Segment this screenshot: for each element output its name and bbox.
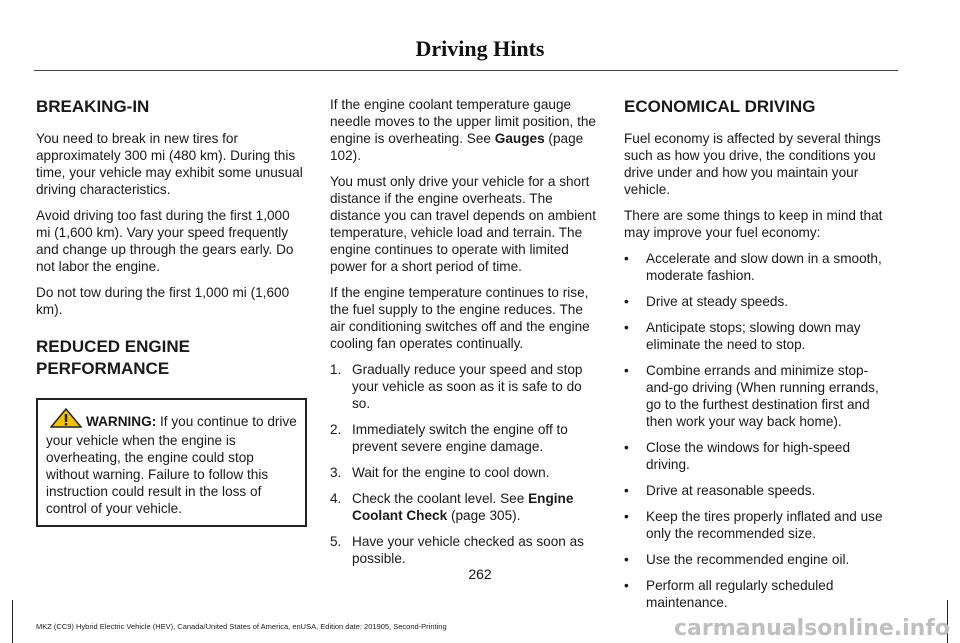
warning-box [36, 398, 307, 527]
list-item [330, 490, 600, 524]
warning-text [46, 408, 297, 517]
page-header-title: Driving Hints [415, 36, 545, 61]
tip-text: Perform all regularly scheduled maintenance. [646, 578, 834, 610]
list-item [330, 464, 600, 481]
economical-paragraph-2: There are some things to keep in mind that may improve your fuel economy: [624, 208, 883, 240]
reduced-paragraph-3: If the engine temperature continues to rise, the fuel supply to the engine reduces. The air conditioning switches off and the engine cooling fan operates continually. [330, 285, 590, 351]
bullet-icon: • [624, 440, 629, 455]
warning-triangle-icon [50, 408, 82, 432]
tip-text: Close the windows for high-speed driving. [646, 440, 851, 472]
step-page-ref: (page 305). [447, 508, 521, 523]
tip-text: Accelerate and slow down in a smooth, moderate fashion. [646, 251, 882, 283]
economical-driving-heading: ECONOMICAL DRIVING [624, 97, 816, 116]
tip-text: Anticipate stops; slowing down may eliminate the need to stop. [646, 320, 861, 352]
reduced-paragraph-1-text: If the engine coolant temperature gauge needle moves to the upper limit position, the engine is overheating. See [330, 97, 596, 146]
list-item [330, 533, 600, 567]
list-item [330, 421, 600, 455]
reduced-performance-heading: REDUCED ENGINE PERFORMANCE [36, 337, 190, 378]
bullet-icon: • [624, 578, 629, 593]
breaking-in-heading: BREAKING-IN [36, 97, 150, 116]
step-text: Gradually reduce your speed and stop your vehicle as soon as it is safe to do so. [352, 362, 583, 411]
step-text: Immediately switch the engine off to prevent severe engine damage. [352, 422, 568, 454]
page-number: 262 [468, 566, 492, 582]
overheat-steps-list [330, 361, 600, 567]
column-left [36, 96, 306, 527]
step-text: Have your vehicle checked as soon as possible. [352, 534, 584, 566]
engine-coolant-check-link[interactable]: Engine Coolant Check [352, 491, 574, 523]
bullet-icon: • [624, 294, 629, 309]
list-item [624, 319, 894, 353]
tip-text: Use the recommended engine oil. [646, 552, 850, 567]
step-number: 1. [330, 362, 342, 377]
tip-text: Keep the tires properly inflated and use only the recommended size. [646, 509, 883, 541]
bullet-icon: • [624, 363, 629, 378]
step-number: 2. [330, 422, 342, 437]
step-text: Check the coolant level. See [352, 491, 529, 506]
column-middle [330, 96, 600, 576]
step-text: Wait for the engine to cool down. [352, 465, 550, 480]
breaking-in-paragraph-3: Do not tow during the first 1,000 mi (1,600 km). [36, 285, 290, 317]
watermark: carmanualsonline.info [674, 616, 950, 641]
step-number: 3. [330, 465, 342, 480]
tip-text: Drive at steady speeds. [646, 294, 789, 309]
step-number: 5. [330, 534, 342, 549]
warning-label: WARNING: [86, 414, 157, 429]
bullet-icon: • [624, 251, 629, 266]
column-right [624, 96, 894, 620]
bullet-icon: • [624, 509, 629, 524]
gauges-link[interactable]: Gauges [494, 131, 545, 146]
list-item [624, 439, 894, 473]
tip-text: Drive at reasonable speeds. [646, 483, 816, 498]
breaking-in-paragraph-2: Avoid driving too fast during the first 1,000 mi (1,600 km). Vary your speed frequently and change up through the gears early. Do not labor the engine. [36, 208, 294, 274]
list-item [624, 293, 894, 310]
header-rule [34, 70, 898, 71]
reduced-paragraph-2: You must only drive your vehicle for a short distance if the engine overheats. The distance you can travel depends on ambient temperature, vehicle load and terrain. The engine continues to operate with limited power for a short period of time. [330, 174, 597, 274]
footer-edition-text: MKZ (CC9) Hybrid Electric Vehicle (HEV), Canada/United States of America, enUSA, Edition date: 201905, Second-Printing [36, 622, 447, 631]
bullet-icon: • [624, 552, 629, 567]
step-number: 4. [330, 491, 342, 506]
list-item [624, 362, 894, 430]
warning-body: If you continue to drive your vehicle when the engine is overheating, the engine could stop without warning. Failure to follow this instruction could result in the loss of control of your vehicle. [46, 414, 297, 516]
list-item [624, 250, 894, 284]
breaking-in-paragraph-1: You need to break in new tires for approximately 300 mi (480 km). During this time, your vehicle may exhibit some unusual driving characteristics. [36, 131, 303, 197]
list-item [624, 577, 894, 611]
crop-mark-left [12, 600, 13, 643]
reduced-paragraph-1-page: (page 102). [330, 131, 584, 163]
economy-tips-list [624, 250, 894, 611]
bullet-icon: • [624, 320, 629, 335]
reduced-paragraph-1 [330, 96, 600, 164]
list-item [624, 482, 894, 499]
list-item [624, 508, 894, 542]
list-item [330, 361, 600, 412]
tip-text: Combine errands and minimize stop-and-go driving (When running errands, go to the furthest destination first and then work your way back home). [646, 363, 879, 429]
economical-paragraph-1: Fuel economy is affected by several things such as how you drive, the conditions you drive under and how you maintain your vehicle. [624, 131, 881, 197]
bullet-icon: • [624, 483, 629, 498]
